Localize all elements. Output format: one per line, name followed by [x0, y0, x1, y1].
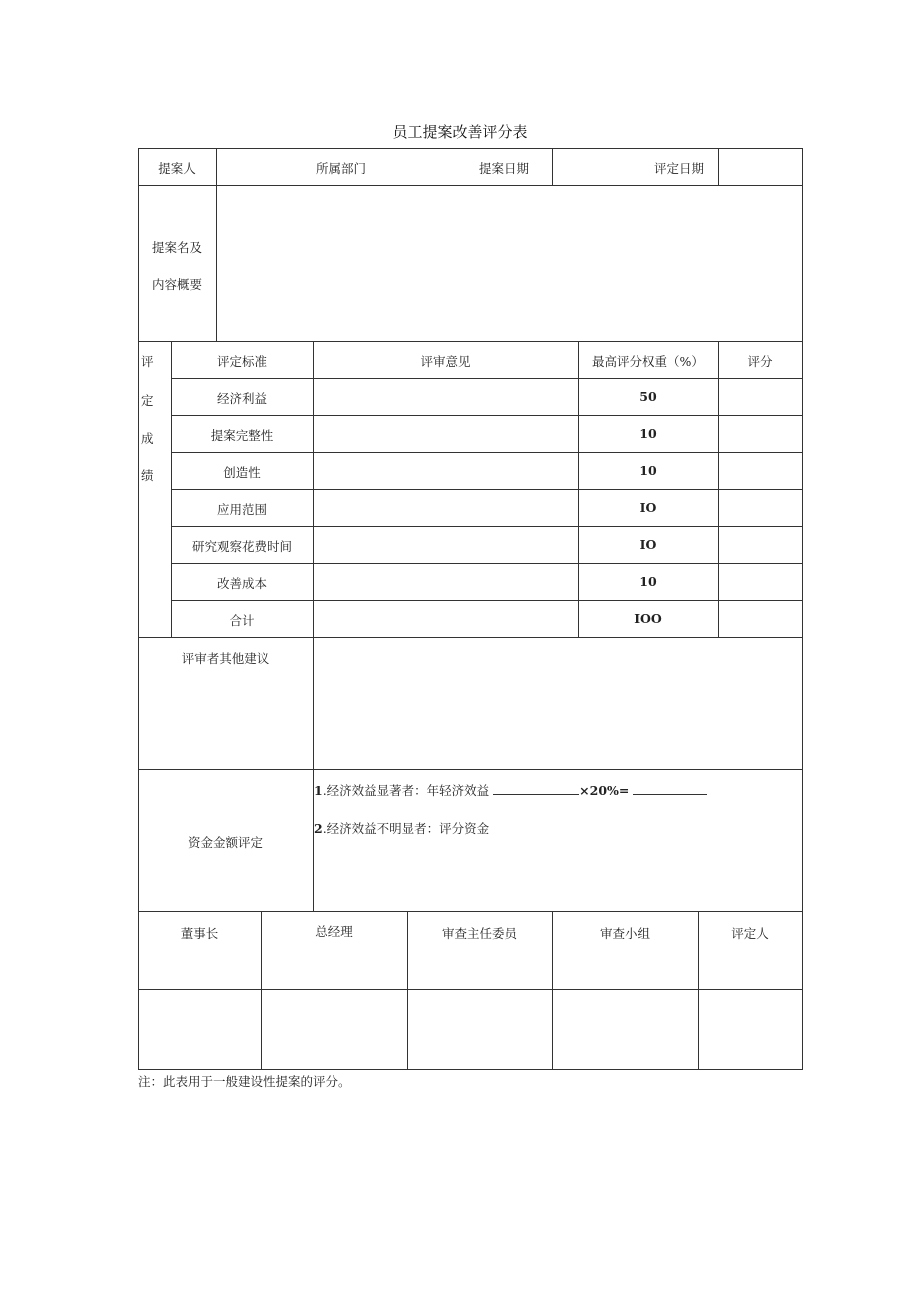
funding-line-1 — [314, 781, 707, 799]
signature-general-manager: 总经理 — [315, 924, 353, 939]
weight-value: 50 — [639, 389, 657, 404]
col-divider — [718, 341, 719, 638]
col-divider — [171, 341, 172, 638]
table-border-top — [138, 148, 803, 149]
total-label: 合计 — [229, 613, 255, 628]
criterion-label: 改善成本 — [216, 576, 267, 591]
other-suggestions-label: 评审者其他建议 — [181, 651, 270, 666]
funding-line-1-number: 1 — [314, 783, 323, 798]
row-divider — [138, 341, 803, 342]
summary-label-line1: 提案名及 — [151, 240, 202, 255]
col-divider — [718, 148, 719, 186]
criterion-label: 经济利益 — [216, 391, 267, 406]
proposer-label: 提案人 — [158, 161, 196, 176]
signature-review-group: 审查小组 — [599, 926, 650, 941]
weight-value: 10 — [639, 574, 657, 589]
summary-label-line2: 内容概要 — [151, 277, 202, 292]
signature-evaluator: 评定人 — [731, 926, 769, 941]
proposal-date-label: 提案日期 — [479, 161, 530, 176]
col-header-standard: 评定标准 — [216, 354, 267, 369]
row-divider — [138, 769, 803, 770]
criterion-label: 提案完整性 — [210, 428, 274, 443]
total-weight-value: IOO — [634, 611, 662, 626]
row-divider — [138, 989, 803, 990]
signature-review-chair: 审查主任委员 — [441, 926, 517, 941]
col-header-score: 评分 — [747, 354, 773, 369]
evaluation-date-label: 评定日期 — [654, 161, 705, 176]
side-label-char: 成 — [141, 431, 154, 446]
row-divider — [171, 526, 803, 527]
row-divider — [171, 452, 803, 453]
weight-value: 10 — [639, 426, 657, 441]
col-header-opinion: 评审意见 — [420, 354, 471, 369]
funding-line-1-text: .经济效益显著者：年轻济效益 — [322, 783, 490, 798]
row-divider — [171, 563, 803, 564]
row-divider — [171, 489, 803, 490]
weight-value: IO — [639, 500, 657, 515]
col-divider — [578, 341, 579, 638]
row-divider — [138, 911, 803, 912]
row-divider — [138, 637, 803, 638]
funding-line-2-text: .经济效益不明显者：评分资金 — [322, 821, 490, 836]
row-divider — [138, 185, 803, 186]
funding-formula: ×20%= — [579, 783, 630, 798]
col-header-weight: 最高评分权重（%） — [592, 354, 704, 369]
side-label-char: 评 — [141, 354, 154, 369]
funding-line-2 — [314, 819, 489, 837]
department-label: 所属部门 — [316, 161, 367, 176]
row-divider — [171, 415, 803, 416]
criterion-label: 创造性 — [223, 465, 261, 480]
funding-label: 资金金额评定 — [187, 835, 263, 850]
criterion-label: 研究观察花费时间 — [191, 539, 292, 554]
footnote: 注：此表用于一般建设性提案的评分。 — [138, 1074, 351, 1089]
row-divider — [171, 378, 803, 379]
page-title: 员工提案改善评分表 — [392, 123, 528, 141]
table-border-right — [802, 148, 803, 1070]
side-label-char: 绩 — [141, 468, 154, 483]
col-divider — [552, 148, 553, 186]
signature-chairman: 董事长 — [180, 926, 219, 941]
side-label-char: 定 — [141, 393, 154, 408]
col-divider — [216, 148, 217, 342]
funding-blank-1 — [493, 783, 579, 795]
funding-blank-2 — [633, 783, 707, 795]
row-divider — [171, 600, 803, 601]
weight-value: 10 — [639, 463, 657, 478]
criterion-label: 应用范围 — [216, 502, 267, 517]
weight-value: IO — [639, 537, 657, 552]
funding-line-2-number: 2 — [314, 821, 323, 836]
table-border-bottom — [138, 1069, 803, 1070]
